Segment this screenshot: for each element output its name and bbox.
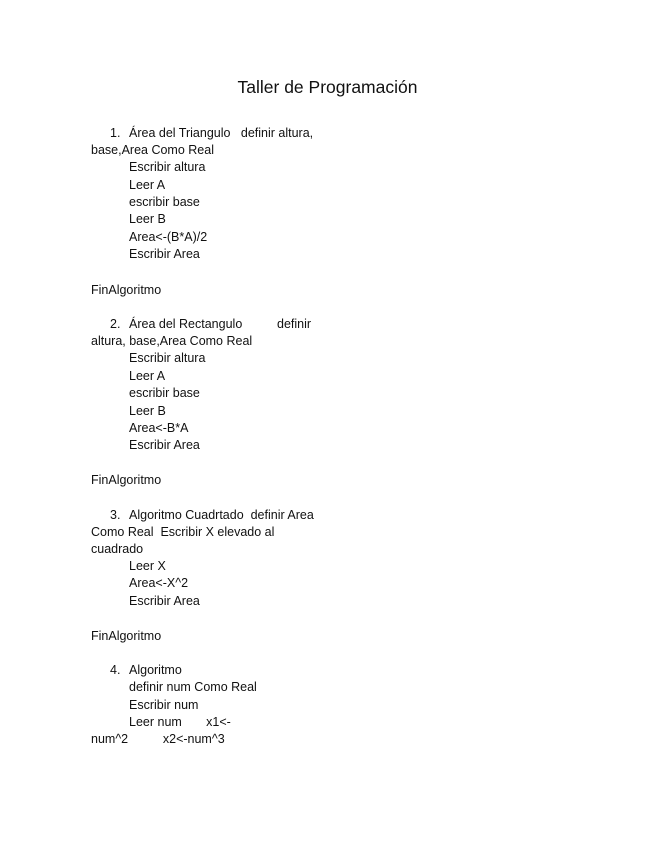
- section-2-line-5: escribir base: [129, 386, 200, 400]
- section-1-line-6: Leer B: [129, 212, 166, 226]
- section-1-line-8: Escribir Area: [129, 247, 200, 261]
- section-1-line-3: Escribir altura: [129, 160, 206, 174]
- section-3-line-5: Area<-X^2: [129, 576, 189, 590]
- section-4-line-3: Escribir num: [129, 698, 199, 712]
- section-4-line-4: Leer num x1<-: [129, 715, 231, 729]
- section-1-end: FinAlgoritmo: [91, 283, 162, 297]
- document-title: Taller de Programación: [237, 77, 418, 97]
- section-4-line-1: Algoritmo: [129, 663, 182, 677]
- section-3-line-4: Leer X: [129, 559, 166, 573]
- section-3-line-2: Como Real Escribir X elevado al: [91, 525, 275, 539]
- section-1-line-2: base,Area Como Real: [91, 143, 214, 157]
- section-2-number: 2.: [110, 317, 121, 331]
- section-2-end: FinAlgoritmo: [91, 473, 162, 487]
- section-3-line-3: cuadrado: [91, 542, 144, 556]
- section-2-line-4: Leer A: [129, 369, 166, 383]
- section-2-line-2: altura, base,Area Como Real: [91, 334, 253, 348]
- section-2-line-6: Leer B: [129, 404, 166, 418]
- section-1-line-5: escribir base: [129, 195, 200, 209]
- section-1-line-7: Area<-(B*A)/2: [129, 230, 208, 244]
- section-2-line-3: Escribir altura: [129, 351, 206, 365]
- section-2-line-7: Area<-B*A: [129, 421, 189, 435]
- section-4-line-2: definir num Como Real: [129, 680, 257, 694]
- section-4-line-5: num^2 x2<-num^3: [91, 732, 225, 746]
- section-2-line-1: Área del Rectangulo definir: [129, 317, 312, 331]
- section-4-number: 4.: [110, 663, 121, 677]
- section-2-line-8: Escribir Area: [129, 438, 200, 452]
- section-3-number: 3.: [110, 508, 121, 522]
- section-1-line-4: Leer A: [129, 178, 166, 192]
- section-3-line-6: Escribir Area: [129, 594, 200, 608]
- section-1-number: 1.: [110, 126, 121, 140]
- section-1-line-1: Área del Triangulo definir altura,: [129, 126, 314, 140]
- section-3-end: FinAlgoritmo: [91, 629, 162, 643]
- section-3-line-1: Algoritmo Cuadrtado definir Area: [129, 508, 314, 522]
